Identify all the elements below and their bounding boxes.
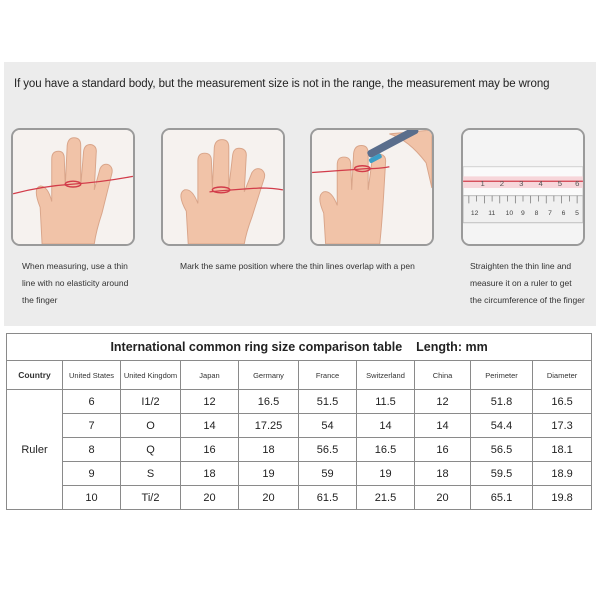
table-cell: 16 (415, 438, 471, 462)
table-cell: 7 (63, 414, 121, 438)
table-cell: 20 (181, 486, 239, 510)
ruler-row-label: Ruler (7, 390, 63, 510)
table-cell: 12 (415, 390, 471, 414)
column-header: Diameter (533, 361, 592, 390)
column-header: Switzerland (357, 361, 415, 390)
table-cell: 56.5 (471, 438, 533, 462)
ruler-mark: 6 (561, 210, 566, 218)
table-cell: 16.5 (239, 390, 299, 414)
ruler-mark: 6 (575, 179, 580, 189)
ruler-mark: 8 (534, 210, 539, 218)
table-cell: 18.9 (533, 462, 592, 486)
caption-line: Straighten the thin line and (470, 261, 572, 271)
caption-line: When measuring, use a thin (22, 261, 128, 271)
step-2-photo (161, 128, 285, 246)
hand-string-icon (163, 130, 283, 244)
ruler-mark: 5 (557, 179, 563, 189)
ruler-mark: 5 (575, 210, 579, 218)
table-cell: 18 (415, 462, 471, 486)
step-4-caption (470, 258, 598, 309)
step-3-photo (310, 128, 434, 246)
column-header: France (299, 361, 357, 390)
table-cell: S (121, 462, 181, 486)
measurement-notice: If you have a standard body, but the measurement size is not in the range, the measurement may be wrong (14, 78, 550, 90)
table-cell: 54.4 (471, 414, 533, 438)
step-1-caption (22, 258, 152, 309)
table-cell: 65.1 (471, 486, 533, 510)
table-cell: 59 (299, 462, 357, 486)
table-header-row (7, 361, 592, 390)
table-row (7, 390, 592, 414)
caption-line: line with no elasticity around (22, 278, 129, 288)
table-cell: 20 (415, 486, 471, 510)
ruler-mark: 4 (538, 179, 543, 189)
table-cell: 17.3 (533, 414, 592, 438)
table-cell: 12 (181, 390, 239, 414)
table-row (7, 486, 592, 510)
table-cell: 14 (181, 414, 239, 438)
step-2-caption (180, 258, 450, 275)
table-cell: 16.5 (357, 438, 415, 462)
ruler-mark: 10 (505, 210, 514, 218)
column-header: Germany (239, 361, 299, 390)
column-header: Perimeter (471, 361, 533, 390)
ruler-mark: 3 (519, 179, 524, 189)
table-cell: Q (121, 438, 181, 462)
column-header: China (415, 361, 471, 390)
table-cell: 10 (63, 486, 121, 510)
table-cell: 56.5 (299, 438, 357, 462)
table-cell: 19 (239, 462, 299, 486)
ruler-icon (463, 130, 583, 244)
table-cell: 19 (357, 462, 415, 486)
caption-line: Mark the same position where the thin lines overlap with a pen (180, 261, 415, 271)
table-title-text: International common ring size comparison table (110, 340, 403, 354)
ruler-mark: 12 (470, 210, 479, 218)
column-header: United Kingdom (121, 361, 181, 390)
length-unit-label: Length: mm (416, 340, 488, 354)
table-cell: 16 (181, 438, 239, 462)
table-cell: 14 (357, 414, 415, 438)
column-header: United States (63, 361, 121, 390)
step-1-photo (11, 128, 135, 246)
ruler-mark: 1 (480, 179, 485, 189)
caption-line: the circumference of the finger (470, 295, 585, 305)
hand-pen-icon (312, 130, 432, 244)
table-cell: 61.5 (299, 486, 357, 510)
caption-line: the finger (22, 295, 58, 305)
ruler-mark: 2 (499, 179, 505, 189)
table-cell: 18 (239, 438, 299, 462)
table-cell: 59.5 (471, 462, 533, 486)
table-row (7, 462, 592, 486)
table-cell: O (121, 414, 181, 438)
table-row (7, 438, 592, 462)
table-cell: 9 (63, 462, 121, 486)
caption-line: measure it on a ruler to get (470, 278, 572, 288)
ruler-mark: 7 (548, 210, 552, 218)
table-cell: 51.8 (471, 390, 533, 414)
ruler-mark: 11 (488, 210, 496, 218)
table-cell: 16.5 (533, 390, 592, 414)
table-cell: 54 (299, 414, 357, 438)
table-cell: 8 (63, 438, 121, 462)
table-cell: 18 (181, 462, 239, 486)
table-cell: Ti/2 (121, 486, 181, 510)
table-cell: 18.1 (533, 438, 592, 462)
table-cell: 11.5 (357, 390, 415, 414)
ruler-mark: 9 (521, 210, 525, 218)
table-cell: 6 (63, 390, 121, 414)
table-cell: 17.25 (239, 414, 299, 438)
table-cell: 14 (415, 414, 471, 438)
table-cell: I1/2 (121, 390, 181, 414)
table-row (7, 414, 592, 438)
table-title (7, 334, 592, 361)
hand-string-icon (13, 130, 133, 244)
step-4-photo (461, 128, 585, 246)
table-cell: 51.5 (299, 390, 357, 414)
ring-size-table (6, 333, 591, 508)
country-header: Country (7, 361, 63, 390)
column-header: Japan (181, 361, 239, 390)
table-cell: 21.5 (357, 486, 415, 510)
table-cell: 20 (239, 486, 299, 510)
table-cell: 19.8 (533, 486, 592, 510)
